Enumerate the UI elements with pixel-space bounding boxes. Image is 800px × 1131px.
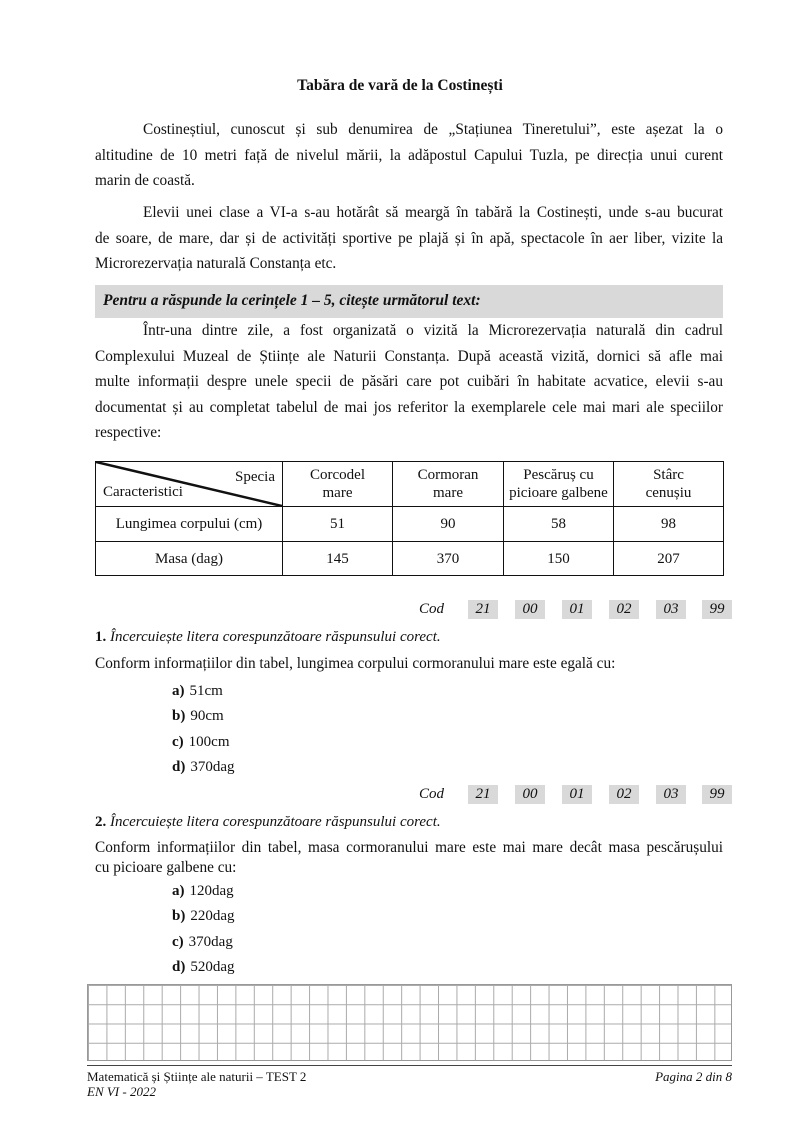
question-2-option-b[interactable] (172, 908, 235, 925)
cod-box[interactable]: 00 (515, 785, 545, 804)
cod-label: Cod (419, 601, 445, 617)
cod-box[interactable]: 99 (702, 785, 732, 804)
question-1-option-d[interactable] (172, 759, 235, 776)
option-text: 100cm (188, 734, 230, 750)
intro-p2-line-3: Microrezervația naturală Constanța etc. (95, 255, 337, 272)
row-label: Masa (dag) (96, 542, 283, 576)
question-2-text (95, 838, 723, 878)
option-letter: b) (172, 708, 186, 724)
table-cell: 370 (393, 542, 504, 576)
option-text: 90cm (190, 708, 224, 724)
footer-page-number: Pagina 2 din 8 (655, 1069, 732, 1084)
question-instruction: Încercuiește litera corespunzătoare răspunsului corect. (110, 629, 441, 645)
species-name-line: mare (322, 485, 353, 501)
option-text: 51cm (189, 683, 223, 699)
instruction-bar-text: Pentru a răspunde la cerințele 1 – 5, citește următorul text: (103, 292, 481, 309)
intro-p2-line-2: de soare, de mare, dar și de activități sportive pe plajă și în apă, spectacole în aer liber, vizite la (95, 229, 723, 247)
species-name-line: cenușiu (645, 485, 692, 501)
table-cell: 58 (504, 507, 614, 542)
reading-line-4: documentat și au completat tabelul de mai jos referitor la exemplarele cele mai mari ale speciilor (95, 398, 723, 416)
table-cell: 51 (283, 507, 393, 542)
option-letter: c) (172, 734, 184, 750)
cod-box[interactable]: 01 (562, 600, 592, 619)
reading-line-3: multe informații despre unele specii de păsări care pot cuibări în habitate acvatice, elevii s-au (95, 373, 723, 390)
scratch-work-grid[interactable] (87, 984, 732, 1061)
table-row (96, 542, 724, 576)
cod-box[interactable]: 99 (702, 600, 732, 619)
question-1-option-b[interactable] (172, 708, 224, 725)
cod-box[interactable]: 21 (468, 600, 498, 619)
bird-species-table (95, 461, 724, 576)
intro-p1-line-1: Costineștiul, cunoscut și sub denumirea de „Stațiunea Tineretului”, este așezat la o (143, 121, 723, 138)
footer-exam: EN VI - 2022 (87, 1084, 156, 1099)
species-name-line: Pescăruș cu (523, 467, 594, 483)
option-letter: a) (172, 683, 185, 699)
option-letter: b) (172, 908, 186, 924)
footer-subject: Matematică și Științe ale naturii – TEST 2 (87, 1069, 307, 1084)
question-1-text (95, 654, 723, 674)
cod-box[interactable]: 00 (515, 600, 545, 619)
cod-box[interactable]: 03 (656, 785, 686, 804)
page-title: Tabăra de vară de la Costinești (297, 77, 503, 94)
question-number: 1. (95, 629, 107, 645)
intro-p1-line-3: marin de coastă. (95, 172, 195, 189)
table-header-cell (393, 462, 504, 507)
footer-divider (87, 1065, 732, 1066)
question-2-header (95, 814, 441, 831)
table-cell: 90 (393, 507, 504, 542)
option-text: 370dag (190, 759, 235, 775)
question-number: 2. (95, 814, 107, 830)
reading-line-2: Complexului Muzeal de Științe ale Naturii Constanța. După această vizită, dornici să afle mai (95, 347, 723, 365)
table-header-cell (614, 462, 724, 507)
cod-box[interactable]: 02 (609, 785, 639, 804)
species-name-line: Corcodel (310, 467, 365, 483)
question-2-option-c[interactable] (172, 934, 233, 951)
question-text-line: Conform informațiilor din tabel, masa cormoranului mare este mai mare decât masa pescărușului (95, 839, 723, 856)
table-cell: 145 (283, 542, 393, 576)
table-cell: 98 (614, 507, 724, 542)
cod-box[interactable]: 03 (656, 600, 686, 619)
option-letter: a) (172, 883, 185, 899)
intro-paragraph-1 (95, 117, 723, 194)
option-text: 370dag (188, 934, 233, 950)
option-letter: c) (172, 934, 184, 950)
cod-box[interactable]: 21 (468, 785, 498, 804)
reading-line-5: respective: (95, 424, 162, 441)
question-1-option-a[interactable] (172, 683, 223, 700)
cod-label: Cod (419, 786, 445, 802)
question-text-line: Conform informațiilor din tabel, lungimea corpului cormoranului mare este egală cu: (95, 655, 616, 672)
table-header-row (96, 462, 724, 507)
corner-label-characteristics: Caracteristici (103, 484, 183, 500)
question-2-option-d[interactable] (172, 959, 235, 976)
question-1-header (95, 629, 441, 646)
intro-p1-line-2: altitudine de 10 metri față de nivelul mării, la adăpostul Capului Tuzla, pe direcția unui curent (95, 146, 723, 164)
question-instruction: Încercuiește litera corespunzătoare răspunsului corect. (110, 814, 441, 830)
question-text-line: cu picioare galbene cu: (95, 859, 237, 876)
table-corner-cell (96, 462, 283, 507)
question-2-option-a[interactable] (172, 883, 234, 900)
species-name-line: Stârc (653, 467, 684, 483)
table-header-cell (283, 462, 393, 507)
option-text: 220dag (190, 908, 235, 924)
reading-line-1: Într-una dintre zile, a fost organizată o vizită la Microrezervația naturală din cadrul (143, 322, 723, 339)
option-text: 520dag (190, 959, 235, 975)
instruction-bar (95, 285, 723, 318)
table-row (96, 507, 724, 542)
grading-code-row-1 (0, 600, 800, 620)
intro-p2-line-1: Elevii unei clase a VI-a s-au hotărât să meargă în tabără la Costinești, unde s-au bucurat (143, 204, 723, 221)
reading-paragraph (95, 318, 723, 446)
species-name-line: Cormoran (417, 467, 479, 483)
question-1-option-c[interactable] (172, 734, 229, 751)
table-cell: 207 (614, 542, 724, 576)
row-label: Lungimea corpului (cm) (96, 507, 283, 542)
grading-code-row-2 (0, 785, 800, 805)
cod-box[interactable]: 01 (562, 785, 592, 804)
species-name-line: picioare galbene (509, 485, 608, 501)
table-cell: 150 (504, 542, 614, 576)
option-letter: d) (172, 759, 186, 775)
intro-paragraph-2 (95, 200, 723, 277)
option-letter: d) (172, 959, 186, 975)
corner-label-species: Specia (235, 469, 275, 485)
table-header-cell (504, 462, 614, 507)
option-text: 120dag (189, 883, 234, 899)
species-name-line: mare (433, 485, 463, 501)
cod-box[interactable]: 02 (609, 600, 639, 619)
